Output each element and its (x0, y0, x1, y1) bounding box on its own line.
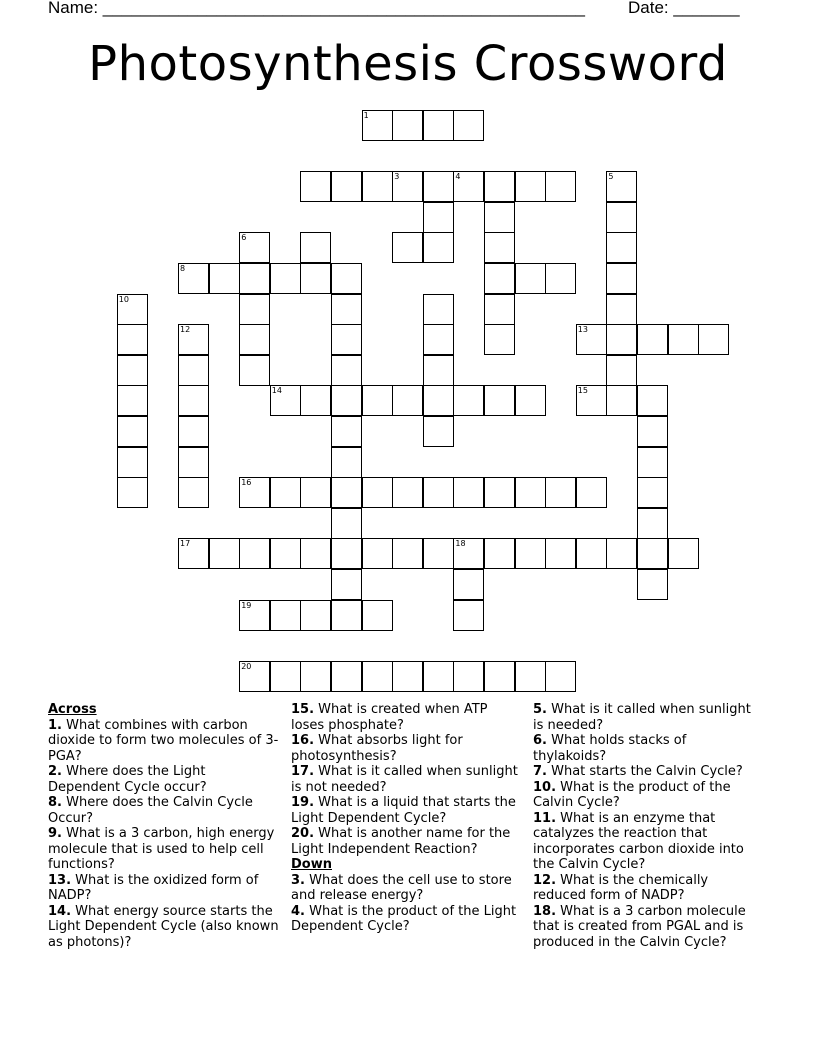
page-title: Photosynthesis Crossword (88, 36, 728, 92)
clues-column-2 (291, 702, 523, 935)
grid-cell[interactable] (117, 447, 148, 478)
grid-cell[interactable] (392, 477, 423, 508)
grid-cell[interactable] (392, 110, 423, 141)
clue-item-text: What is created when ATP loses phosphate? (291, 702, 488, 733)
grid-cell[interactable] (331, 538, 362, 569)
grid-cell[interactable] (117, 324, 148, 355)
grid-cell[interactable] (453, 477, 484, 508)
clue-item-number: 3. (291, 872, 305, 888)
grid-cell[interactable] (453, 538, 484, 569)
grid-cell[interactable] (606, 538, 637, 569)
date-field[interactable]: Date: _______ (628, 0, 740, 17)
grid-cell[interactable] (423, 324, 454, 355)
clue-item-number: 6. (533, 733, 547, 748)
grid-cell[interactable] (545, 661, 576, 692)
clue-number: 15 (577, 386, 588, 396)
grid-cell[interactable] (300, 171, 331, 202)
grid-cell[interactable] (392, 385, 423, 416)
grid-cell[interactable] (117, 294, 148, 325)
clue-item (533, 733, 758, 764)
grid-cell[interactable] (637, 569, 668, 600)
clue-item-number: 13. (48, 872, 72, 888)
clue-item (48, 826, 280, 873)
grid-cell[interactable] (606, 324, 637, 355)
clue-item (291, 795, 523, 826)
grid-cell[interactable] (331, 294, 362, 325)
grid-cell[interactable] (239, 661, 270, 692)
clue-item-text: What holds stacks of thylakoids? (533, 733, 687, 764)
grid-cell[interactable] (606, 355, 637, 386)
clue-item-text: What is the product of the Calvin Cycle? (533, 779, 731, 810)
clue-item (291, 733, 523, 764)
grid-cell[interactable] (239, 538, 270, 569)
grid-cell[interactable] (239, 294, 270, 325)
clue-item (48, 764, 280, 795)
clue-item-text: What is the chemically reduced form of NADP? (533, 872, 709, 903)
grid-cell[interactable] (331, 324, 362, 355)
grid-cell[interactable] (270, 538, 301, 569)
grid-cell[interactable] (178, 355, 209, 386)
grid-cell[interactable] (300, 385, 331, 416)
grid-cell[interactable] (362, 477, 393, 508)
grid-cell[interactable] (239, 477, 270, 508)
grid-cell[interactable] (300, 232, 331, 263)
clue-number: 20 (241, 661, 252, 671)
grid-cell[interactable] (300, 477, 331, 508)
grid-cell[interactable] (270, 263, 301, 294)
clue-item (291, 873, 523, 904)
across-heading: Across (48, 702, 97, 717)
grid-cell[interactable] (453, 171, 484, 202)
clue-item (533, 764, 758, 780)
clue-item-number: 1. (48, 717, 62, 733)
grid-cell[interactable] (637, 538, 668, 569)
clue-item-number: 9. (48, 826, 62, 841)
grid-cell[interactable] (484, 171, 515, 202)
grid-cell[interactable] (270, 385, 301, 416)
grid-cell[interactable] (484, 538, 515, 569)
clue-item-text: Where does the Calvin Cycle Occur? (48, 795, 253, 826)
grid-cell[interactable] (515, 661, 546, 692)
clue-item-text: What absorbs light for photosynthesis? (291, 733, 463, 764)
grid-cell[interactable] (300, 661, 331, 692)
clue-item-number: 4. (291, 903, 305, 919)
grid-cell[interactable] (331, 508, 362, 539)
down-heading: Down (291, 857, 332, 872)
grid-cell[interactable] (637, 385, 668, 416)
clue-item-number: 19. (291, 795, 315, 810)
grid-cell[interactable] (606, 263, 637, 294)
grid-cell[interactable] (423, 661, 454, 692)
grid-cell[interactable] (637, 416, 668, 447)
grid-cell[interactable] (484, 477, 515, 508)
grid-cell[interactable] (545, 538, 576, 569)
clue-item-text: What is it called when sunlight is not needed? (291, 764, 518, 795)
grid-cell[interactable] (637, 477, 668, 508)
grid-cell[interactable] (178, 447, 209, 478)
grid-cell[interactable] (484, 385, 515, 416)
grid-cell[interactable] (331, 263, 362, 294)
grid-cell[interactable] (423, 202, 454, 233)
clue-number: 6 (241, 233, 247, 243)
clue-item (533, 873, 758, 904)
grid-cell[interactable] (392, 538, 423, 569)
grid-cell[interactable] (698, 324, 729, 355)
clue-item (533, 811, 758, 873)
grid-cell[interactable] (515, 477, 546, 508)
clue-item-text: What is a liquid that starts the Light Dependent Cycle? (291, 795, 516, 826)
grid-cell[interactable] (362, 600, 393, 631)
grid-cell[interactable] (484, 294, 515, 325)
grid-cell[interactable] (545, 263, 576, 294)
grid-cell[interactable] (117, 355, 148, 386)
clue-item (48, 904, 280, 951)
grid-cell[interactable] (300, 263, 331, 294)
clue-item-number: 5. (533, 702, 547, 717)
grid-cell[interactable] (545, 171, 576, 202)
grid-cell[interactable] (239, 232, 270, 263)
clue-item (291, 826, 523, 857)
clue-item-number: 18. (533, 903, 557, 919)
grid-cell[interactable] (178, 324, 209, 355)
clue-number: 17 (180, 539, 191, 549)
grid-cell[interactable] (392, 232, 423, 263)
grid-cell[interactable] (362, 385, 393, 416)
grid-cell[interactable] (515, 538, 546, 569)
grid-cell[interactable] (270, 661, 301, 692)
clue-item-number: 10. (533, 779, 557, 795)
clue-item-number: 17. (291, 764, 315, 779)
grid-cell[interactable] (362, 661, 393, 692)
clue-number: 18 (455, 539, 466, 549)
grid-cell[interactable] (423, 171, 454, 202)
grid-cell[interactable] (331, 355, 362, 386)
grid-cell[interactable] (453, 569, 484, 600)
grid-cell[interactable] (331, 600, 362, 631)
grid-cell[interactable] (178, 385, 209, 416)
grid-cell[interactable] (331, 416, 362, 447)
grid-cell[interactable] (637, 447, 668, 478)
grid-cell[interactable] (178, 416, 209, 447)
grid-cell[interactable] (239, 600, 270, 631)
grid-cell[interactable] (576, 477, 607, 508)
clue-item (48, 718, 280, 765)
grid-cell[interactable] (423, 110, 454, 141)
clue-number: 12 (180, 325, 191, 335)
grid-cell[interactable] (209, 538, 240, 569)
grid-cell[interactable] (576, 324, 607, 355)
clue-item-number: 2. (48, 764, 62, 779)
clue-item-text: What does the cell use to store and release energy? (291, 872, 512, 903)
clue-item-number: 14. (48, 903, 72, 919)
name-field[interactable]: Name: ___________________________________________________ (48, 0, 585, 17)
clue-item (48, 795, 280, 826)
grid-cell[interactable] (606, 385, 637, 416)
grid-cell[interactable] (178, 538, 209, 569)
grid-cell[interactable] (668, 324, 699, 355)
grid-cell[interactable] (270, 600, 301, 631)
grid-cell[interactable] (515, 385, 546, 416)
grid-cell[interactable] (362, 538, 393, 569)
clue-number: 8 (180, 264, 186, 273)
grid-cell[interactable] (453, 600, 484, 631)
grid-cell[interactable] (423, 355, 454, 386)
grid-cell[interactable] (331, 569, 362, 600)
clue-number: 4 (455, 172, 461, 182)
grid-cell[interactable] (300, 538, 331, 569)
grid-cell[interactable] (392, 661, 423, 692)
grid-cell[interactable] (423, 477, 454, 508)
clue-number: 16 (241, 478, 252, 488)
grid-cell[interactable] (117, 477, 148, 508)
clue-item-text: What is the oxidized form of NADP? (48, 872, 259, 903)
grid-cell[interactable] (423, 538, 454, 569)
grid-cell[interactable] (178, 477, 209, 508)
grid-cell[interactable] (239, 355, 270, 386)
grid-cell[interactable] (209, 263, 240, 294)
clue-item-text: Where does the Light Dependent Cycle occur? (48, 764, 207, 795)
clue-item (533, 904, 758, 951)
clue-number: 13 (577, 325, 588, 335)
grid-cell[interactable] (576, 538, 607, 569)
clue-item-text: What starts the Calvin Cycle? (546, 764, 743, 779)
clue-number: 19 (241, 600, 252, 610)
clue-number: 3 (394, 172, 400, 182)
clue-item-number: 7. (533, 764, 547, 779)
grid-cell[interactable] (331, 477, 362, 508)
grid-cell[interactable] (606, 171, 637, 202)
grid-cell[interactable] (331, 171, 362, 202)
grid-cell[interactable] (239, 324, 270, 355)
grid-cell[interactable] (576, 385, 607, 416)
grid-cell[interactable] (484, 232, 515, 263)
grid-cell[interactable] (117, 385, 148, 416)
grid-cell[interactable] (362, 171, 393, 202)
clue-item-number: 16. (291, 733, 315, 748)
clue-item-number: 12. (533, 872, 557, 888)
clue-number: 14 (271, 386, 282, 396)
clue-item (291, 764, 523, 795)
grid-cell[interactable] (331, 385, 362, 416)
clue-item-number: 8. (48, 795, 62, 810)
grid-cell[interactable] (515, 171, 546, 202)
clue-item-number: 11. (533, 810, 557, 826)
grid-cell[interactable] (453, 661, 484, 692)
clue-item (291, 702, 523, 733)
grid-cell[interactable] (362, 110, 393, 141)
clue-item-text: What is it called when sunlight is needed? (533, 702, 751, 733)
clue-number: 1 (363, 111, 369, 120)
grid-cell[interactable] (484, 324, 515, 355)
grid-cell[interactable] (331, 447, 362, 478)
clue-item (533, 780, 758, 811)
clue-item (533, 702, 758, 733)
grid-cell[interactable] (484, 202, 515, 233)
grid-cell[interactable] (117, 416, 148, 447)
clues-column-3 (533, 702, 758, 950)
clue-item-number: 15. (291, 702, 315, 717)
grid-cell[interactable] (606, 202, 637, 233)
grid-cell[interactable] (484, 661, 515, 692)
clue-number: 10 (118, 294, 129, 304)
clue-item-text: What is another name for the Light Independent Reaction? (291, 826, 511, 857)
grid-cell[interactable] (453, 385, 484, 416)
grid-cell[interactable] (484, 263, 515, 294)
clue-item-number: 20. (291, 826, 315, 841)
grid-cell[interactable] (453, 110, 484, 141)
grid-cell[interactable] (606, 294, 637, 325)
clue-item (291, 904, 523, 935)
grid-cell[interactable] (668, 538, 699, 569)
grid-cell[interactable] (606, 232, 637, 263)
grid-cell[interactable] (423, 294, 454, 325)
clue-item-text: What is a 3 carbon, high energy molecule that is used to help cell functions? (48, 826, 275, 872)
clues-column-1 (48, 702, 280, 950)
grid-cell[interactable] (515, 263, 546, 294)
grid-cell[interactable] (637, 324, 668, 355)
clue-item-text: What combines with carbon dioxide to form two molecules of 3-PGA? (48, 717, 279, 764)
clue-item-text: What is the product of the Light Dependent Cycle? (291, 903, 517, 934)
grid-cell[interactable] (300, 600, 331, 631)
clue-item-text: What is a 3 carbon molecule that is created from PGAL and is produced in the Calvin Cycle? (533, 903, 746, 950)
clue-item-text: What energy source starts the Light Dependent Cycle (also known as photons)? (48, 903, 279, 950)
grid-cell[interactable] (178, 263, 209, 294)
grid-cell[interactable] (331, 661, 362, 692)
grid-cell[interactable] (545, 477, 576, 508)
grid-cell[interactable] (239, 263, 270, 294)
clue-item-text: What is an enzyme that catalyzes the reaction that incorporates carbon dioxide into the Calvin Cycle? (533, 810, 744, 872)
grid-cell[interactable] (270, 477, 301, 508)
grid-cell[interactable] (423, 385, 454, 416)
grid-cell[interactable] (637, 508, 668, 539)
grid-cell[interactable] (423, 232, 454, 263)
clue-number: 5 (608, 172, 614, 182)
clue-item (48, 873, 280, 904)
grid-cell[interactable] (423, 416, 454, 447)
grid-cell[interactable] (392, 171, 423, 202)
